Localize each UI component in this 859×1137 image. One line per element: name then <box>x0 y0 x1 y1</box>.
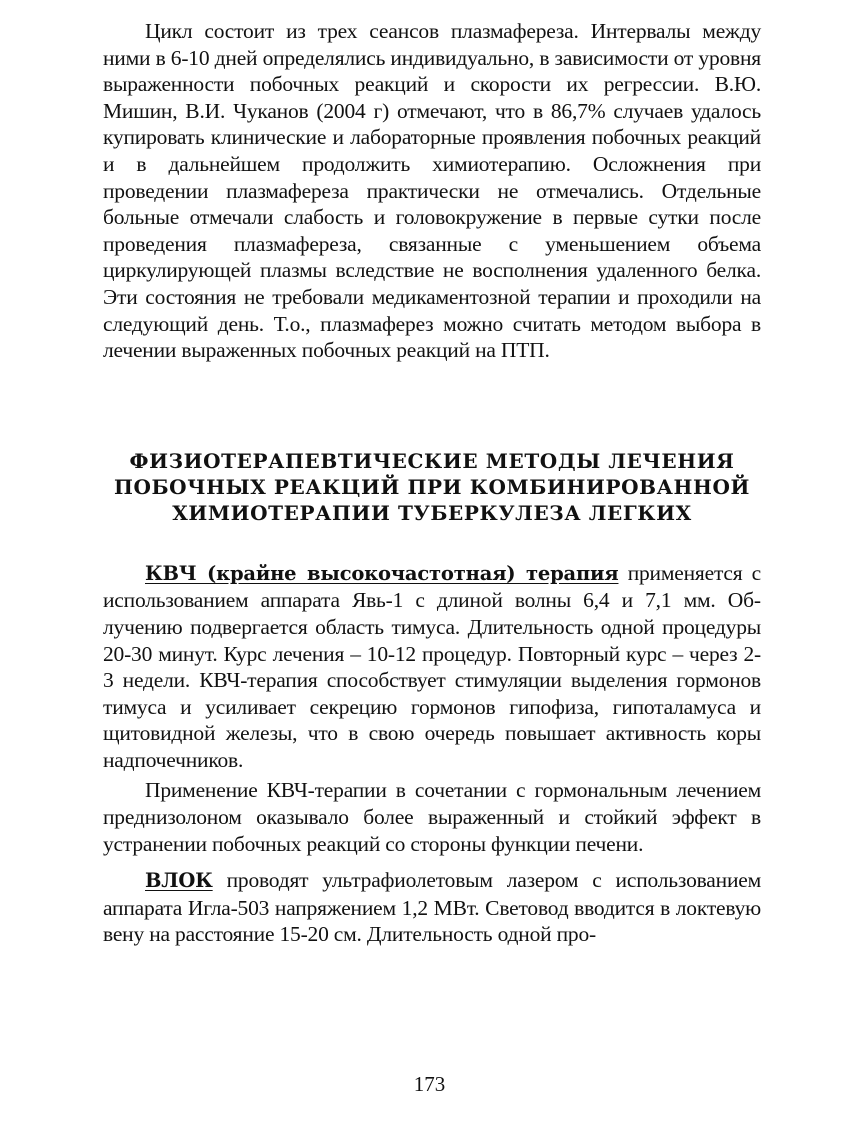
kvch-term: КВЧ (крайне высокочастотная) терапия <box>145 561 619 585</box>
intro-paragraph: Цикл состоит из трех сеансов плазмафереза. Интервалы между ними в 6-10 дней определялись индивидуально, в зависимости от уровня выраженности побочных реакций и скорости их регрессии. В.Ю. Мишин, В.И. Чуканов (2004 г) отмечают, что в 86,7% случаев удалось купировать клинические и лабораторные проявления побочных реакций и в дальнейшем продолжить химиотерапию. Осложнения при проведении плазмафереза практически не отмечались. Отдельные больные отмечали слабость и головокружение в первые сутки после проведения плазмафереза, связанные с уменьшением объема циркулирующей плазмы вследствие не восполнения удаленного белка. Эти состояния не требовали медикаментозной терапии и проходили на следующий день. Т.о., плазмаферез можно считать методом выбора в лечении выраженных побочных реакций на ПТП. <box>103 19 761 363</box>
kvch-paragraph <box>103 560 761 774</box>
section-heading-line-1: ФИЗИОТЕРАПЕВТИЧЕСКИЕ МЕТОДЫ ЛЕЧЕНИЯ <box>129 448 735 473</box>
vlok-term: ВЛОК <box>145 869 213 893</box>
page-content <box>103 18 761 948</box>
section-spacer <box>103 364 761 448</box>
page-number: 173 <box>413 1072 446 1096</box>
kvch-text: применяется с использованием аппарата Явь-1 с длиной волны 6,4 и 7,1 мм. Облучению подвергается область тимуса. Длительность одной процедуры 20-30 минут. Курс лечения – 10-12 процедур. Повторный курс – через 2-3 недели. КВЧ-терапия способствует стимуляции выделения гормонов тимуса и усиливает секрецию гормонов гипофиза, гипоталамуса и щитовидной железы, что в свою очередь повышает активность коры надпочечников. <box>103 560 761 772</box>
paragraph-spacer <box>103 857 761 867</box>
section-heading <box>103 448 761 526</box>
section-heading-line-2: ПОБОЧНЫХ РЕАКЦИЙ ПРИ КОМБИНИРОВАННОЙ <box>113 474 751 499</box>
kvch-prednisolone-paragraph: Применение КВЧ-терапии в сочетании с гормональным лечением преднизолоном оказывало более выраженный и стойкий эффект в устранении побочных реакций со стороны функции печени. <box>103 778 761 856</box>
vlok-text: проводят ультрафиолетовым лазером с использованием аппарата Игла-503 напряжением 1,2 МВт. Световод вводится в локтевую вену на расстояние 15-20 см. Длительность одной про- <box>103 868 761 947</box>
section-heading-line-3: ХИМИОТЕРАПИИ ТУБЕРКУЛЕЗА ЛЕГКИХ <box>172 500 692 525</box>
heading-spacer <box>103 526 761 560</box>
vlok-paragraph <box>103 867 761 948</box>
